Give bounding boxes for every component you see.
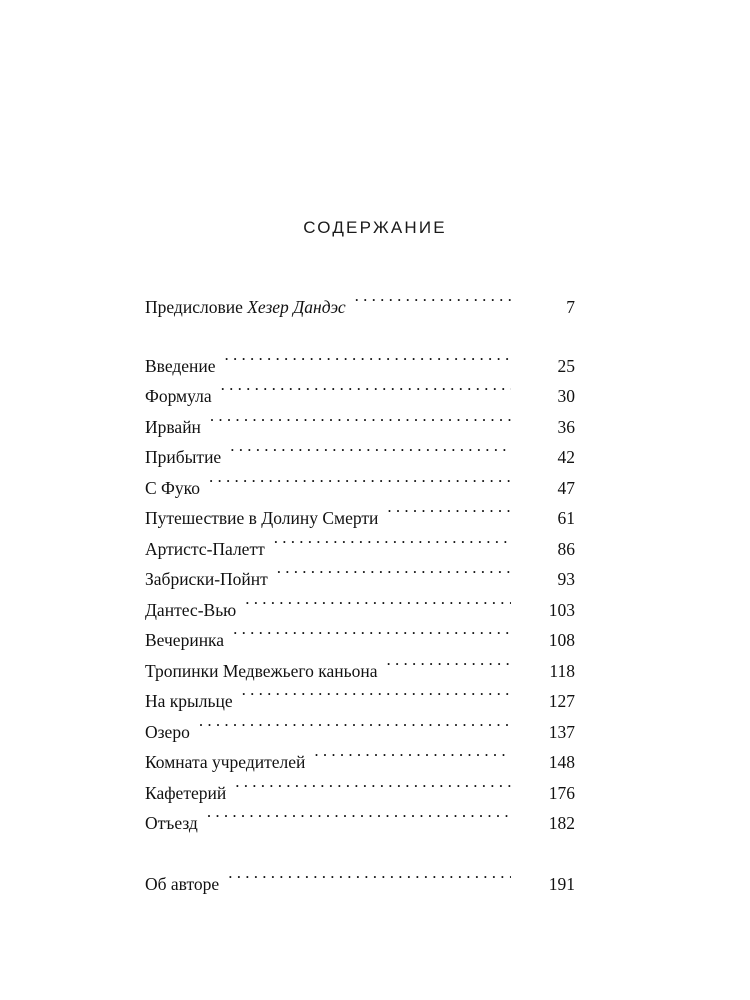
toc-entry[interactable]: [145, 625, 575, 656]
toc-entry-page: 30: [557, 386, 575, 406]
toc-group-chapters: [145, 351, 575, 839]
leader-dots: [228, 872, 511, 890]
toc-entry-page: 86: [557, 538, 575, 559]
toc-entry-page: 176: [548, 782, 575, 803]
toc-entry-title: Тропинки Медвежьего каньона: [145, 660, 378, 681]
toc-entry-title: Введение: [145, 355, 216, 376]
toc-group-about-author: [145, 869, 575, 900]
toc-entry-page: 137: [548, 721, 575, 742]
toc-entry-title-text: Предисловие: [145, 297, 248, 317]
leader-dots: [387, 507, 511, 525]
leader-dots: [242, 690, 511, 708]
toc-entry-title: С Фуко: [145, 477, 200, 498]
toc-entry-title: Кафетерий: [145, 782, 227, 803]
toc-entry-title: Забриски-Пойнт: [145, 569, 268, 589]
toc-entry[interactable]: [145, 595, 575, 626]
leader-dots: [233, 629, 511, 647]
leader-dots: [221, 385, 511, 403]
toc-entry-page: 42: [557, 447, 575, 467]
toc-entry-page: 93: [557, 569, 575, 589]
toc-entry-title: Путешествие в Долину Смерти: [145, 508, 379, 528]
toc-entry-page: 182: [548, 813, 575, 833]
toc-entry[interactable]: [145, 503, 575, 534]
leader-dots: [210, 415, 511, 433]
toc-entry[interactable]: [145, 747, 575, 778]
toc-entry-page: 191: [548, 873, 575, 894]
leader-dots: [235, 781, 511, 799]
toc-entry-title: Об авторе: [145, 873, 220, 894]
toc-entry-title: [145, 292, 355, 323]
toc-entry[interactable]: [145, 686, 575, 717]
toc-entry-title: На крыльце: [145, 691, 233, 711]
toc-entry-title: Дантес-Вью: [145, 599, 237, 620]
toc-entry-title: Прибытие: [145, 447, 222, 467]
toc-entry-title: Комната учредителей: [145, 752, 306, 772]
toc-entry[interactable]: [145, 717, 575, 748]
toc-entry[interactable]: [145, 412, 575, 443]
leader-dots: [230, 446, 511, 464]
toc-list: [145, 292, 575, 899]
leader-dots: [314, 751, 511, 769]
toc-entry[interactable]: [145, 778, 575, 809]
toc-entry[interactable]: [145, 564, 575, 595]
leader-dots: [355, 296, 511, 314]
toc-entry[interactable]: [145, 534, 575, 565]
toc-entry-title: Формула: [145, 386, 212, 406]
toc-entry-title: Артистс-Палетт: [145, 538, 265, 559]
toc-entry-author: Хезер Дандэс: [247, 297, 346, 317]
toc-entry[interactable]: [145, 442, 575, 473]
toc-entry[interactable]: [145, 656, 575, 687]
toc-entry-page: 61: [557, 508, 575, 528]
toc-entry-page: 148: [548, 752, 575, 772]
leader-dots: [277, 568, 511, 586]
toc-entry-page: 47: [557, 477, 575, 498]
toc-entry[interactable]: [145, 869, 575, 900]
toc-entry[interactable]: [145, 381, 575, 412]
leader-dots: [199, 720, 511, 738]
toc-entry[interactable]: [145, 292, 575, 323]
toc-entry-title: Вечеринка: [145, 630, 225, 650]
toc-entry[interactable]: [145, 808, 575, 839]
toc-group-preface: [145, 292, 575, 323]
page-title: СОДЕРЖАНИЕ: [303, 218, 447, 237]
leader-dots: [274, 537, 511, 555]
toc-entry-page: 103: [548, 599, 575, 620]
leader-dots: [225, 354, 511, 372]
leader-dots: [245, 598, 511, 616]
toc-entry-page: 36: [557, 416, 575, 437]
toc-entry-page: 7: [566, 297, 575, 317]
toc-entry[interactable]: [145, 351, 575, 382]
toc-entry-title: Озеро: [145, 721, 190, 742]
toc-entry-page: 25: [557, 355, 575, 376]
toc-entry-title: Ирвайн: [145, 416, 201, 437]
toc-entry-page: 127: [548, 691, 575, 711]
leader-dots: [207, 812, 511, 830]
toc-entry-page: 108: [548, 630, 575, 650]
toc-entry[interactable]: [145, 473, 575, 504]
toc-entry-title: Отъезд: [145, 813, 198, 833]
leader-dots: [387, 659, 512, 677]
toc-entry-page: 118: [549, 660, 575, 681]
leader-dots: [209, 476, 511, 494]
